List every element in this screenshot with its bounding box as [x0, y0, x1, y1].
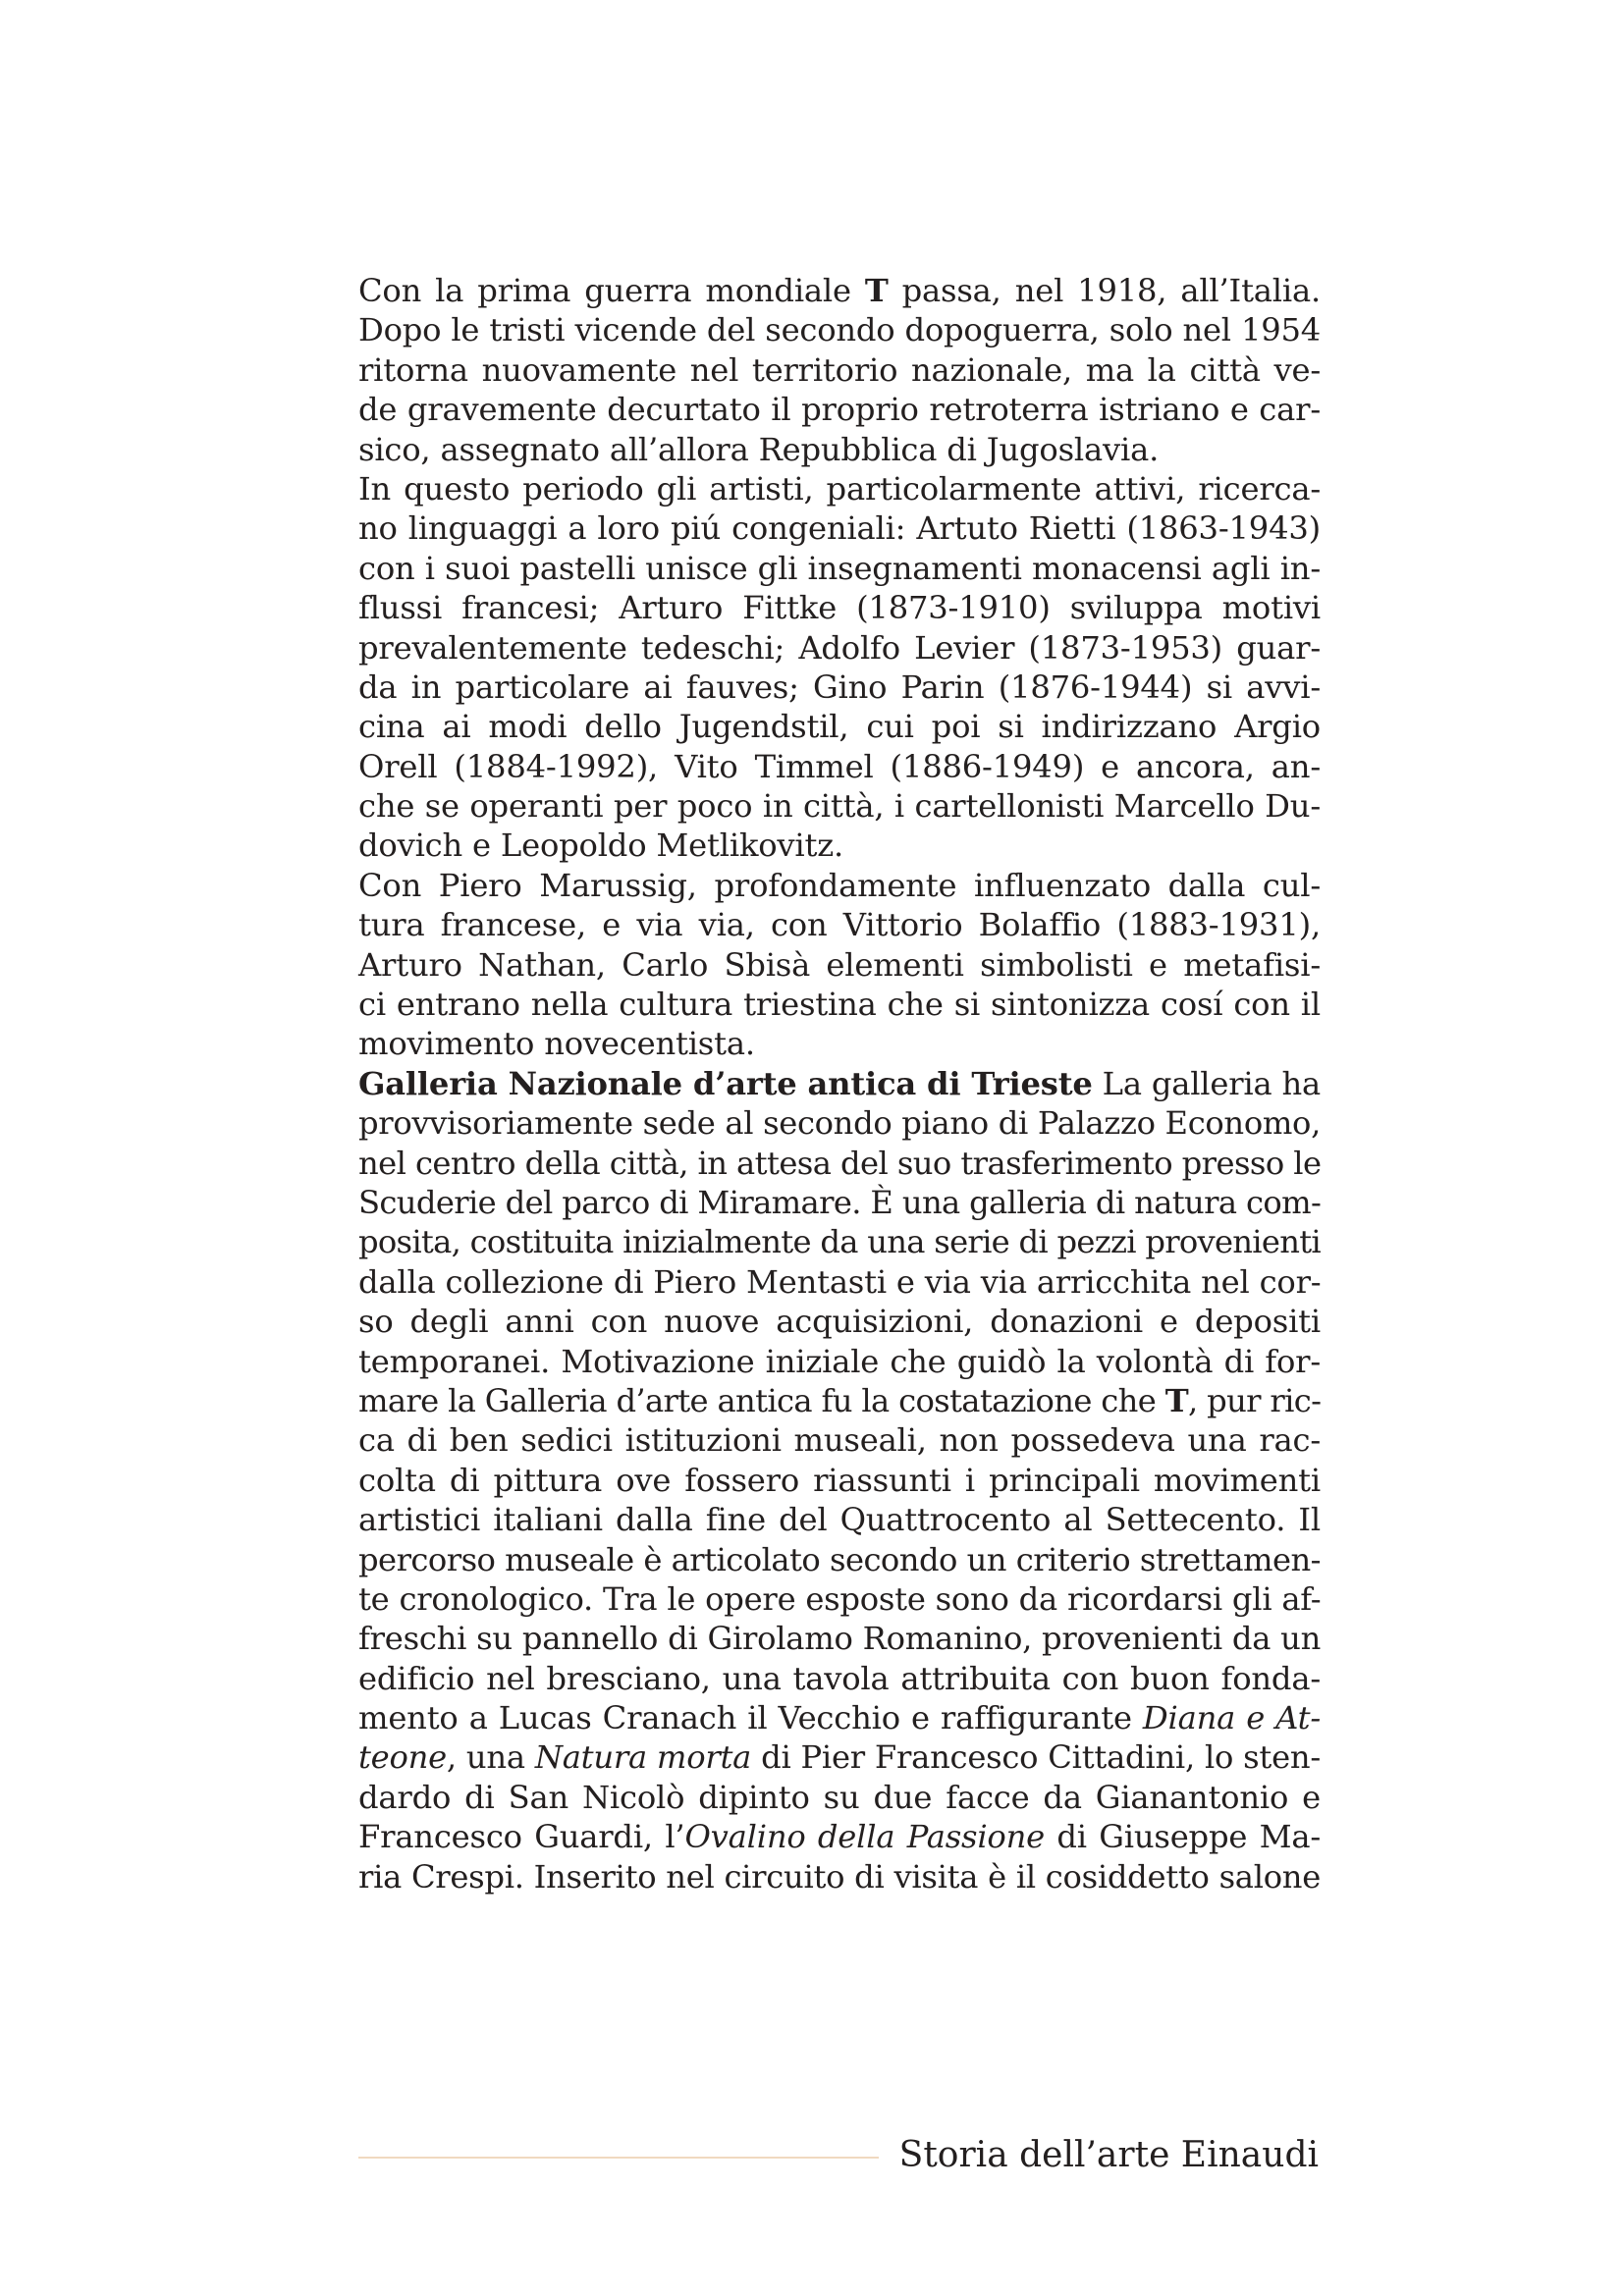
text-run: tura francese, e via via, con Vittorio Bolaffio (1883-1931), — [358, 906, 1321, 944]
text-run: Arturo Nathan, Carlo Sbisà elementi simbolisti e metafisi- — [358, 945, 1321, 984]
text-run: mento a Lucas Cranach il Vecchio e raffigurante — [358, 1699, 1143, 1737]
text-run: te cronologico. Tra le opere esposte sono da ricordarsi gli af- — [358, 1579, 1322, 1618]
text-run: so degli anni con nuove acquisizioni, donazioni e depositi — [358, 1303, 1321, 1341]
text-run: La galleria ha — [1092, 1064, 1321, 1102]
text-line — [358, 508, 1321, 548]
text-run: Dopo le tristi vicende del secondo dopoguerra, solo nel 1954 — [358, 311, 1321, 349]
text-run: Francesco Guardi, l’ — [358, 1818, 685, 1856]
text-run: ritorna nuovamente nel territorio nazionale, ma la città ve- — [358, 350, 1321, 389]
text-line — [358, 469, 1321, 508]
text-line — [358, 271, 1321, 310]
text-run: Con la prima guerra mondiale — [358, 272, 865, 309]
text-line — [358, 707, 1321, 746]
text-run: artistici italiani dalla fine del Quattrocento al Settecento. Il — [358, 1501, 1321, 1539]
text-run: In questo periodo gli artisti, particolarmente attivi, ricerca- — [358, 469, 1321, 507]
text-line — [358, 985, 1321, 1024]
text-line — [358, 667, 1321, 707]
text-run: ria Crespi. Inserito nel circuito di visita è il cosiddetto salone — [358, 1857, 1321, 1896]
text-run: dardo di San Nicolò dipinto su due facce da Gianantonio e — [358, 1778, 1321, 1816]
text-line — [358, 1024, 1321, 1063]
text-run: de gravemente decurtato il proprio retroterra istriano e car- — [358, 391, 1321, 429]
text-line — [358, 1698, 1321, 1737]
text-line — [358, 905, 1321, 944]
text-run: mare la Galleria d’arte antica fu la costatazione che — [358, 1381, 1165, 1419]
text-run: Scuderie del parco di Miramare. È una galleria di natura com- — [358, 1183, 1322, 1221]
text-line — [358, 1262, 1321, 1302]
text-run: ca di ben sedici istituzioni museali, non possedeva una rac- — [358, 1421, 1321, 1460]
text-line — [358, 1342, 1321, 1381]
text-run: , una — [446, 1738, 535, 1777]
text-line — [358, 1659, 1321, 1698]
bold-text: T — [1164, 1381, 1188, 1419]
text-run: cina ai modi dello Jugendstil, cui poi si indirizzano Argio — [358, 708, 1321, 746]
text-line — [358, 430, 1321, 469]
italic-text: Diana e At- — [1142, 1699, 1322, 1737]
text-line — [358, 1619, 1321, 1658]
text-line — [358, 1737, 1321, 1777]
text-run: Orell (1884-1992), Vito Timmel (1886-1949) e ancora, an- — [358, 747, 1321, 785]
body-text — [358, 271, 1321, 1896]
text-run: colta di pittura ove fossero riassunti i principali movimenti — [358, 1461, 1321, 1499]
text-line — [358, 1500, 1321, 1539]
text-run: ci entrano nella cultura triestina che si sintonizza cosí con il — [358, 986, 1321, 1024]
text-line — [358, 588, 1321, 627]
text-line — [358, 350, 1321, 390]
text-line — [358, 1857, 1321, 1896]
italic-text: teone — [358, 1738, 447, 1777]
text-run: sico, assegnato all’allora Repubblica di Jugoslavia. — [358, 430, 1160, 468]
text-line — [358, 1302, 1321, 1341]
text-line — [358, 1778, 1321, 1817]
text-run: provvisoriamente sede al secondo piano di Palazzo Economo, — [358, 1104, 1321, 1143]
text-run: edificio nel bresciano, una tavola attribuita con buon fonda- — [358, 1659, 1321, 1697]
text-line — [358, 1461, 1321, 1500]
text-run: passa, nel 1918, all’Italia. — [888, 272, 1321, 309]
text-line — [358, 1420, 1321, 1460]
text-line — [358, 786, 1321, 826]
italic-text: Ovalino della Passione — [684, 1818, 1045, 1856]
italic-text: Natura morta — [534, 1738, 752, 1777]
text-line — [358, 826, 1321, 865]
text-run: dovich e Leopoldo Metlikovitz. — [358, 827, 844, 865]
text-line — [358, 1144, 1321, 1183]
text-run: di Giuseppe Ma- — [1045, 1818, 1322, 1856]
text-line — [358, 390, 1321, 429]
bold-text: Galleria Nazionale d’arte antica di Trieste — [358, 1064, 1093, 1102]
text-line — [358, 1540, 1321, 1579]
footer-rule — [358, 2157, 879, 2159]
text-run: movimento novecentista. — [358, 1025, 755, 1063]
text-line — [358, 1381, 1321, 1420]
text-run: Con Piero Marussig, profondamente influenzato dalla cul- — [358, 866, 1321, 904]
text-line — [358, 1817, 1321, 1856]
text-line — [358, 549, 1321, 588]
text-run: che se operanti per poco in città, i cartellonisti Marcello Du- — [358, 787, 1321, 826]
text-run: percorso museale è articolato secondo un criterio strettamen- — [358, 1540, 1321, 1578]
text-line — [358, 1064, 1321, 1103]
text-run: da in particolare ai fauves; Gino Parin (1876-1944) si avvi- — [358, 667, 1321, 706]
text-run: con i suoi pastelli unisce gli insegnamenti monacensi agli in- — [358, 549, 1321, 587]
text-run: posita, costituita inizialmente da una serie di pezzi provenienti — [358, 1223, 1321, 1261]
text-line — [358, 310, 1321, 349]
footer-label: Storia dell’arte Einaudi — [898, 2135, 1319, 2175]
text-line — [358, 866, 1321, 905]
text-line — [358, 628, 1321, 667]
text-run: nel centro della città, in attesa del suo trasferimento presso le — [358, 1144, 1322, 1182]
text-line — [358, 945, 1321, 985]
text-run: di Pier Francesco Cittadini, lo sten- — [751, 1738, 1322, 1777]
text-line — [358, 747, 1321, 786]
text-run: freschi su pannello di Girolamo Romanino, provenienti da un — [358, 1620, 1322, 1658]
text-run: prevalentemente tedeschi; Adolfo Levier (1873-1953) guar- — [358, 628, 1321, 667]
text-run: no linguaggi a loro piú congeniali: Artuto Rietti (1863-1943) — [358, 509, 1321, 548]
text-line — [358, 1183, 1321, 1222]
text-line — [358, 1222, 1321, 1261]
text-run: flussi francesi; Arturo Fittke (1873-1910) sviluppa motivi — [358, 589, 1321, 627]
text-run: , pur ric- — [1187, 1381, 1322, 1419]
bold-text: T — [864, 272, 889, 309]
text-run: dalla collezione di Piero Mentasti e via via arricchita nel cor- — [358, 1262, 1322, 1301]
text-run: temporanei. Motivazione iniziale che guidò la volontà di for- — [358, 1342, 1321, 1380]
text-line — [358, 1103, 1321, 1143]
text-line — [358, 1579, 1321, 1619]
